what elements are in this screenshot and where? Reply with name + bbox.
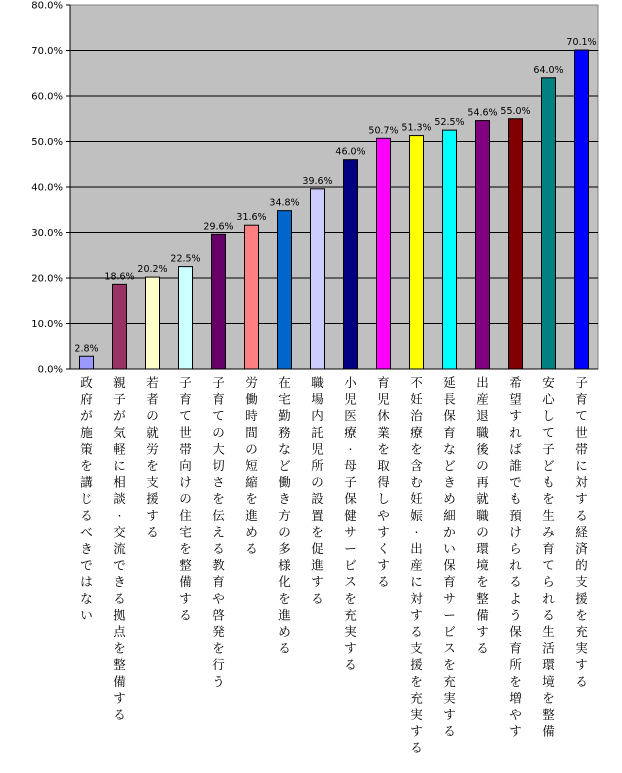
bar [476, 121, 490, 369]
bar [377, 138, 391, 369]
data-label: 31.6% [236, 212, 267, 224]
category-label: 希望すれば誰でも預けられるよう保育所を増やす [509, 375, 522, 739]
bar [344, 160, 358, 369]
category-labels [80, 375, 588, 755]
data-label: 29.6% [203, 221, 234, 233]
data-label: 2.8% [74, 343, 99, 355]
bar [443, 130, 457, 369]
category-label: 子育て世帯向けの住宅を整備する [179, 375, 192, 623]
bar [410, 136, 424, 369]
bar [311, 189, 325, 369]
data-label: 70.1% [566, 37, 597, 49]
data-label: 20.2% [137, 264, 168, 276]
y-tick-label: 0.0% [37, 364, 63, 376]
bar [509, 119, 523, 369]
y-tick-label: 70.0% [31, 46, 63, 57]
data-label: 39.6% [302, 175, 333, 187]
bar [278, 211, 292, 369]
bar [542, 78, 556, 369]
data-label: 50.7% [368, 125, 399, 137]
category-label: 子育て世帯に対する経済的支援を充実する [575, 375, 588, 689]
category-label: 安心して子どもを生み育てられる生活環境を整備 [542, 375, 555, 739]
y-tick-label: 50.0% [31, 137, 63, 148]
bar [113, 284, 127, 369]
category-label: 職場内託児所の設置を促進する [311, 375, 324, 606]
data-label: 34.8% [269, 197, 300, 209]
bar [212, 234, 226, 369]
y-tick-label: 30.0% [31, 228, 63, 239]
data-label: 22.5% [170, 253, 201, 265]
y-tick-label: 60.0% [31, 91, 63, 103]
y-tick-label: 80.0% [31, 0, 63, 12]
data-label: 51.3% [401, 122, 432, 134]
data-label: 46.0% [335, 146, 366, 158]
bar [80, 356, 94, 369]
bar [179, 267, 193, 369]
data-label: 55.0% [500, 105, 531, 117]
bar [146, 277, 160, 369]
category-label: 若者の就労を支援する [146, 375, 159, 540]
category-label: 育児休業を取得しやすくする [377, 375, 390, 590]
y-axis-ticks [31, 1, 70, 376]
category-label: 小児医療·母子保健サービスを充実する [344, 375, 357, 673]
category-label: 延長保育などきめ細かい保育サービスを充実する [443, 375, 456, 739]
data-label: 52.5% [434, 117, 465, 129]
category-label: 出産退職後の再就職の環境を整備する [476, 375, 489, 656]
data-label: 18.6% [104, 271, 135, 283]
category-label: 政府が施策を講じるべきではない [80, 375, 93, 623]
data-label: 54.6% [467, 107, 498, 119]
category-label: 在宅勤務など働き方の多様化を進める [278, 375, 291, 656]
y-tick-label: 10.0% [31, 319, 63, 330]
category-label: 不妊治療を含む妊娠·出産に対する支援を充実する [410, 375, 423, 756]
bar [575, 50, 589, 369]
y-tick-label: 20.0% [31, 273, 63, 285]
category-label: 労働時間の短縮を進める [245, 375, 258, 556]
category-label: 親子が気軽に相談·交流できる拠点を整備する [113, 375, 126, 722]
bar [245, 225, 259, 369]
category-label: 子育ての大切さを伝える教育や啓発を行う [212, 375, 225, 689]
data-label: 64.0% [533, 64, 564, 76]
y-tick-label: 40.0% [31, 182, 63, 194]
